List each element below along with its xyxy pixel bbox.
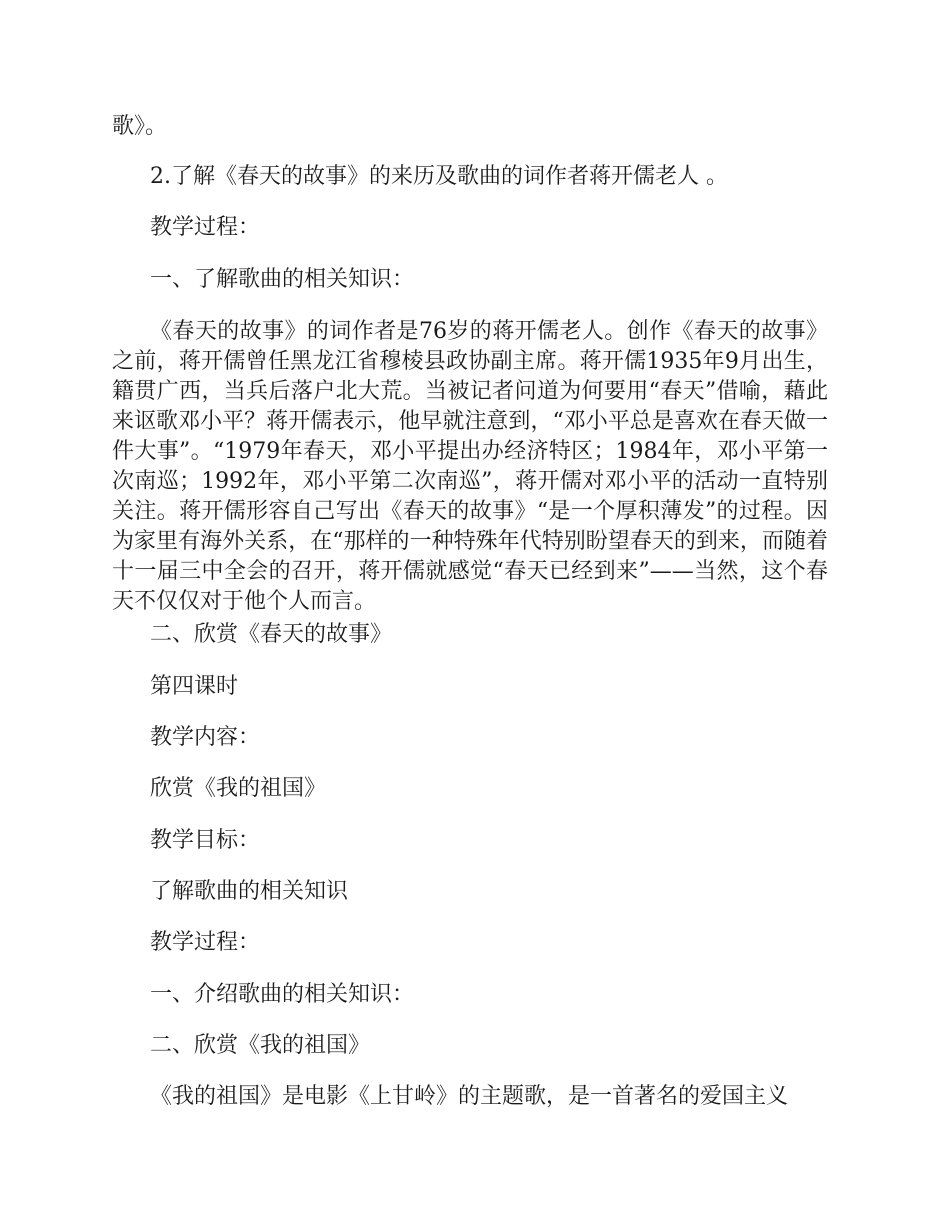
text-line-objective-knowledge: 了解歌曲的相关知识 bbox=[150, 879, 349, 904]
text-line-teaching-process-2: 教学过程： bbox=[150, 930, 261, 955]
text-line-appreciate-my-motherland: 欣赏《我的祖国》 bbox=[150, 776, 327, 801]
text-line-teaching-process-1: 教学过程： bbox=[150, 215, 261, 240]
text-line-teaching-content: 教学内容： bbox=[150, 725, 261, 750]
text-line-section-2-heading: 二、欣赏《春天的故事》 bbox=[150, 622, 393, 647]
text-line-teaching-objectives: 教学目标： bbox=[150, 828, 261, 853]
paragraph-my-motherland: 《我的祖国》是电影《上甘岭》的主题歌，是一首著名的爱国主义 bbox=[150, 1084, 789, 1109]
text-line-lesson-4: 第四课时 bbox=[150, 674, 239, 699]
text-line-section-1-heading: 一、了解歌曲的相关知识： bbox=[150, 267, 415, 292]
text-line-objective-2: 2.了解《春天的故事》的来历及歌曲的词作者蒋开儒老人 。 bbox=[150, 164, 728, 189]
text-line-appreciate-heading: 二、欣赏《我的祖国》 bbox=[150, 1033, 371, 1058]
paragraph-song-background: 《春天的故事》的词作者是76岁的蒋开儒老人。创作《春天的故事》之前，蒋开儒曾任黑龙江省穆棱县政协副主席。蒋开儒1935年9月出生，籍贯广西，当兵后落户北大荒。当被记者问道为何要用“春天”借喻，藉此来讴歌邓小平？蒋开儒表示，他早就注意到，“邓小平总是喜欢在春天做一件大事”。“1979年春天，邓小平提出办经济特区；1984年，邓小平第一次南巡；1992年，邓小平第二次南巡”，蒋开儒对邓小平的活动一直特别关注。蒋开儒形容自己写出《春天的故事》“是一个厚积薄发”的过程。因为家里有海外关系，在“那样的一种特殊年代特别盼望春天的到来，而随着十一届三中全会的召开，蒋开儒就感觉“春天已经到来”——当然，这个春天不仅仅对于他个人而言。 bbox=[112, 319, 828, 614]
text-line-intro-knowledge: 一、介绍歌曲的相关知识： bbox=[150, 982, 415, 1007]
text-line-song-end: 歌》。 bbox=[112, 114, 168, 139]
